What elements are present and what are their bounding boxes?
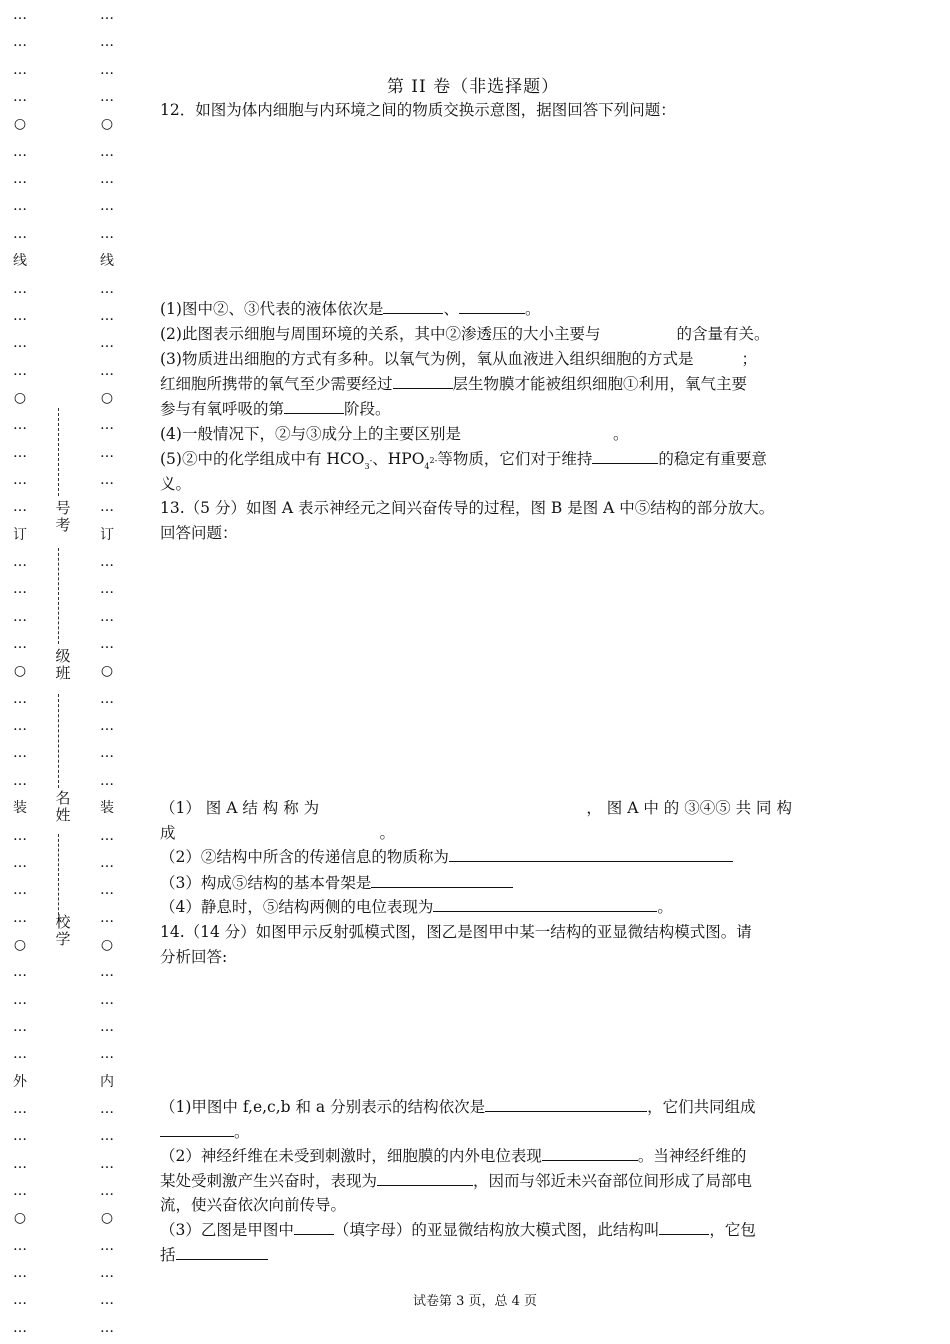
q12-part3-line3: 参与有氧呼吸的第 阶段。 xyxy=(160,400,391,418)
margin-mark: … xyxy=(100,991,114,1008)
margin-mark: … xyxy=(13,362,27,379)
margin-mark: … xyxy=(100,471,114,488)
margin-mark: 装 xyxy=(13,800,27,817)
margin-mark: … xyxy=(100,280,114,297)
q14-stem-line1: 14.（14 分）如图甲示反射弧模式图，图乙是图甲中某一结构的亚显微结构模式图。请 xyxy=(160,923,752,941)
school-label: 校学 xyxy=(55,913,71,948)
margin-mark: … xyxy=(13,772,27,789)
margin-mark: … xyxy=(100,1046,114,1063)
margin-mark: … xyxy=(13,7,27,23)
answer-blank[interactable] xyxy=(659,1220,709,1235)
margin-mark: ○ xyxy=(13,1210,27,1227)
margin-mark: ○ xyxy=(100,1210,114,1227)
margin-mark: … xyxy=(100,499,114,516)
margin-mark: … xyxy=(13,1101,27,1117)
q12-part5-line1: (5)②中的化学组成中有 $HCO_3-$、$HPO_42-$等物质，它们对于维持 的稳定有重要意 xyxy=(160,450,767,471)
answer-blank[interactable] xyxy=(393,374,453,389)
q14-part3-line2: 括 xyxy=(160,1244,268,1266)
exam-number-label: 号考 xyxy=(55,499,71,534)
margin-mark: 订 xyxy=(13,526,27,543)
margin-mark: ○ xyxy=(13,116,27,133)
margin-mark: … xyxy=(100,745,114,762)
margin-mark: 订 xyxy=(100,526,114,543)
margin-mark: … xyxy=(100,1018,114,1035)
q13-part4: （4）静息时，⑤结构两侧的电位表现为 。 xyxy=(160,898,673,916)
margin-mark: … xyxy=(100,444,114,461)
margin-mark: … xyxy=(13,307,27,324)
class-line xyxy=(58,548,60,644)
margin-mark: … xyxy=(13,335,27,352)
margin-mark: … xyxy=(100,608,114,625)
margin-mark: 内 xyxy=(100,1073,114,1090)
q12-stem: 12．如图为体内细胞与内环境之间的物质交换示意图，据图回答下列问题： xyxy=(160,101,676,119)
margin-mark: … xyxy=(13,964,27,981)
margin-mark: … xyxy=(13,143,27,160)
margin-mark: … xyxy=(100,827,114,844)
q14-part3-line1: （3）乙图是甲图中 （填字母）的亚显微结构放大模式图，此结构叫 ，它包 xyxy=(160,1221,756,1239)
answer-blank[interactable] xyxy=(377,1171,473,1186)
margin-mark: … xyxy=(13,471,27,488)
answer-blank[interactable] xyxy=(294,1220,334,1235)
margin-mark: … xyxy=(100,1292,114,1309)
answer-blank[interactable] xyxy=(542,1146,638,1161)
margin-mark: … xyxy=(100,335,114,352)
margin-mark: … xyxy=(13,690,27,707)
margin-mark: … xyxy=(13,171,27,188)
margin-mark: … xyxy=(100,362,114,379)
margin-mark: … xyxy=(13,854,27,871)
margin-mark: … xyxy=(100,198,114,215)
margin-mark: … xyxy=(100,171,114,188)
answer-blank[interactable] xyxy=(485,1097,647,1112)
margin-mark: … xyxy=(100,718,114,735)
margin-mark: … xyxy=(100,909,114,926)
margin-mark: … xyxy=(100,417,114,434)
margin-mark: … xyxy=(100,636,114,653)
margin-mark: 线 xyxy=(100,253,114,270)
margin-mark: … xyxy=(100,772,114,789)
margin-mark: 外 xyxy=(13,1073,27,1090)
q14-part2-line1: （2）神经纤维在未受到刺激时，细胞膜的内外电位表现 。当神经纤维的 xyxy=(160,1147,747,1165)
margin-mark: … xyxy=(100,1183,114,1200)
margin-mark: … xyxy=(13,827,27,844)
q12-part3-line1: (3)物质进出细胞的方式有多种。以氧气为例，氧从血液进入组织细胞的方式是 ； xyxy=(160,350,757,368)
student-info-fields xyxy=(51,408,75,968)
q12-part3-line2: 红细胞所携带的氧气至少需要经过 层生物膜才能被组织细胞①利用，氧气主要 xyxy=(160,375,748,393)
margin-mark: … xyxy=(100,1265,114,1282)
margin-mark: … xyxy=(13,1018,27,1035)
margin-mark: … xyxy=(13,608,27,625)
q13-part3: （3）构成⑤结构的基本骨架是 xyxy=(160,872,513,894)
q14-part1-line1: （1)甲图中 f,e,c,b 和 a 分别表示的结构依次是 ，它们共同组成 xyxy=(160,1098,756,1116)
q14-part2-line2: 某处受刺激产生兴奋时，表现为 ，因而与邻近未兴奋部位间形成了局部电 xyxy=(160,1172,753,1190)
margin-mark: … xyxy=(13,1292,27,1309)
margin-mark: … xyxy=(13,882,27,899)
answer-blank[interactable] xyxy=(371,873,513,888)
margin-mark: … xyxy=(100,964,114,981)
section-title: 第 II 卷（非选择题） xyxy=(386,77,560,97)
margin-mark: … xyxy=(100,581,114,598)
q12-part5-line2: 义。 xyxy=(160,475,192,493)
answer-blank[interactable] xyxy=(433,897,657,912)
margin-mark: … xyxy=(13,1237,27,1254)
margin-mark: … xyxy=(13,636,27,653)
margin-mark: … xyxy=(13,34,27,51)
margin-mark: … xyxy=(13,909,27,926)
margin-mark: … xyxy=(13,280,27,297)
margin-mark: … xyxy=(13,499,27,516)
margin-mark: … xyxy=(13,718,27,735)
margin-mark: … xyxy=(100,34,114,51)
margin-mark: … xyxy=(100,690,114,707)
margin-mark: … xyxy=(100,1237,114,1254)
margin-mark: … xyxy=(13,554,27,570)
margin-mark: ○ xyxy=(100,116,114,133)
name-line xyxy=(58,694,60,788)
margin-mark: … xyxy=(100,225,114,242)
page-footer: 试卷第 3 页，总 4 页 xyxy=(412,1294,538,1309)
answer-blank[interactable] xyxy=(592,449,658,464)
margin-mark: … xyxy=(13,198,27,215)
margin-mark: ○ xyxy=(13,389,27,406)
margin-mark: … xyxy=(100,554,114,570)
q13-stem-line2: 回答问题： xyxy=(160,524,238,542)
margin-mark: ○ xyxy=(13,663,27,680)
margin-mark: … xyxy=(100,1319,114,1336)
answer-blank[interactable] xyxy=(449,847,733,862)
margin-mark: … xyxy=(13,1155,27,1172)
margin-mark: … xyxy=(100,1155,114,1172)
margin-mark: … xyxy=(13,1128,27,1145)
margin-mark: 线 xyxy=(13,253,27,270)
margin-mark: … xyxy=(13,89,27,106)
margin-mark: … xyxy=(13,225,27,242)
q13-part1-line2: 成 。 xyxy=(160,824,396,842)
q14-stem-line2: 分析回答: xyxy=(160,948,228,966)
answer-blank[interactable] xyxy=(176,1245,268,1260)
q14-part1-line2: 。 xyxy=(160,1121,250,1143)
q12-part2: (2)此图表示细胞与周围环境的关系，其中②渗透压的大小主要与 的含量有关。 xyxy=(160,325,770,343)
margin-mark: … xyxy=(100,307,114,324)
margin-mark: … xyxy=(13,1183,27,1200)
class-label: 级班 xyxy=(55,647,71,682)
margin-mark: ○ xyxy=(13,936,27,953)
name-label: 名姓 xyxy=(55,789,71,824)
exam-number-line xyxy=(58,408,60,496)
q13-part1-line1: （1） 图 A 结 构 称 为 ， 图 A 中 的 ③④⑤ 共 同 构 xyxy=(160,799,792,817)
margin-mark: ○ xyxy=(100,936,114,953)
margin-mark: … xyxy=(13,444,27,461)
margin-mark: … xyxy=(100,854,114,871)
q13-part2: （2）②结构中所含的传递信息的物质称为 xyxy=(160,846,733,868)
q12-part1: (1)图中②、③代表的液体依次是 、 。 xyxy=(160,300,541,318)
margin-mark: ○ xyxy=(100,389,114,406)
margin-mark: … xyxy=(100,1128,114,1145)
q13-stem-line1: 13.（5 分）如图 A 表示神经元之间兴奋传导的过程，图 B 是图 A 中⑤结构的部分放大。 xyxy=(160,499,775,517)
school-line xyxy=(58,834,60,920)
margin-mark: … xyxy=(13,581,27,598)
margin-mark: … xyxy=(100,7,114,23)
margin-mark: … xyxy=(13,1319,27,1336)
margin-mark: … xyxy=(13,417,27,434)
q12-part4: (4)一般情况下，②与③成分上的主要区别是 。 xyxy=(160,425,629,443)
answer-blank[interactable] xyxy=(383,299,443,314)
margin-mark: … xyxy=(100,89,114,106)
margin-mark: … xyxy=(13,1265,27,1282)
margin-mark: … xyxy=(13,61,27,78)
margin-mark: … xyxy=(13,1046,27,1063)
margin-mark: … xyxy=(100,143,114,160)
margin-mark: 装 xyxy=(100,800,114,817)
margin-mark: … xyxy=(100,1101,114,1117)
margin-mark: … xyxy=(100,61,114,78)
margin-mark: ○ xyxy=(100,663,114,680)
answer-blank[interactable] xyxy=(459,299,525,314)
margin-mark: … xyxy=(100,882,114,899)
answer-blank[interactable] xyxy=(284,399,344,414)
margin-mark: … xyxy=(13,745,27,762)
margin-mark: … xyxy=(13,991,27,1008)
answer-blank[interactable] xyxy=(160,1122,234,1137)
q14-part2-line3: 流，使兴奋依次向前传导。 xyxy=(160,1196,347,1214)
